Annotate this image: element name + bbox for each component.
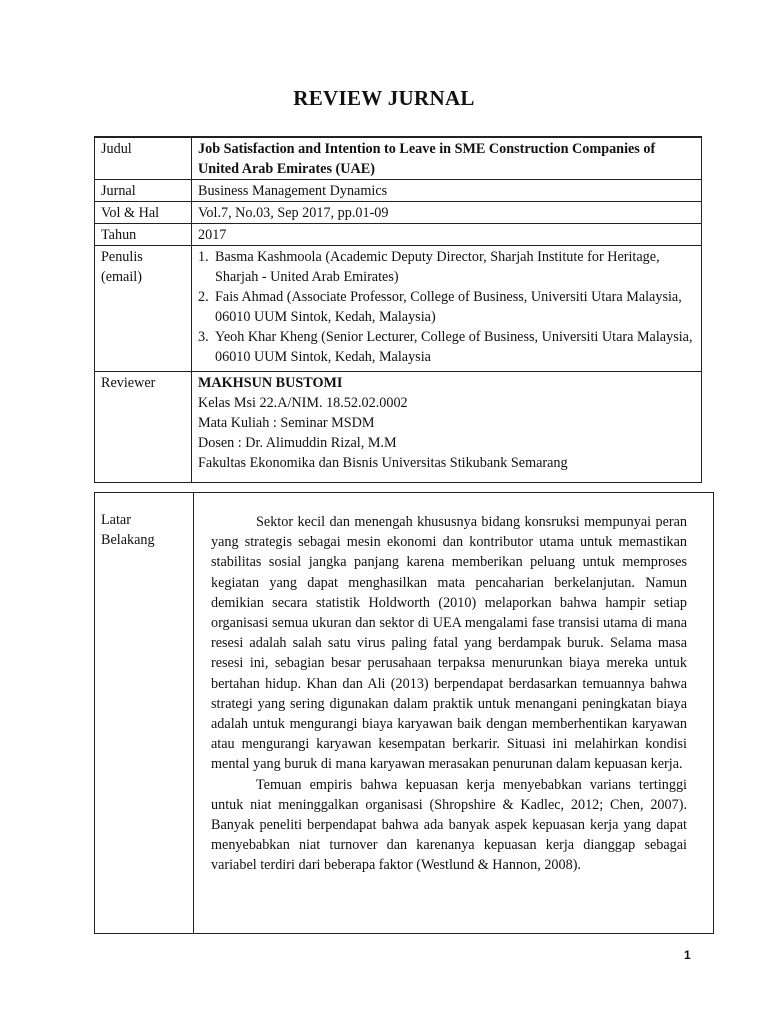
judul-label: Judul [95,137,192,180]
author-item [198,247,695,287]
reviewer-dosen: Dosen : Dr. Alimuddin Rizal, M.M [198,435,397,451]
row-volhal [95,202,702,224]
reviewer-cell [192,372,702,483]
author-number: 2. [198,289,209,305]
author-text: Yeoh Khar Kheng (Senior Lecturer, College of Business, Universiti Utara Malaysia, 06010 UUM Sintok, Kedah, Malaysia [215,329,693,365]
tahun-label: Tahun [95,224,192,246]
row-tahun [95,224,702,246]
row-penulis [95,246,702,372]
penulis-label [95,246,192,372]
jurnal-label: Jurnal [95,180,192,202]
section-label-line1: Latar [101,512,131,528]
page-number: 1 [684,948,691,962]
journal-info-table [94,136,702,483]
authors-cell [192,246,702,372]
author-item [198,287,695,327]
section-body [211,512,687,876]
reviewer-name: MAKHSUN BUSTOMI [198,375,343,391]
row-reviewer [95,372,702,483]
reviewer-matkul: Mata Kuliah : Seminar MSDM [198,415,375,431]
judul-value: Job Satisfaction and Intention to Leave in SME Construction Companies of United Arab Emirates (UAE) [192,137,702,180]
volhal-label: Vol & Hal [95,202,192,224]
row-jurnal [95,180,702,202]
column-divider [193,493,194,933]
row-judul [95,137,702,180]
author-text: Fais Ahmad (Associate Professor, College of Business, Universiti Utara Malaysia, 06010 UUM Sintok, Kedah, Malaysia) [215,289,682,325]
reviewer-kelas: Kelas Msi 22.A/NIM. 18.52.02.0002 [198,395,408,411]
penulis-label-line2: (email) [101,269,142,285]
author-number: 1. [198,249,209,265]
reviewer-label: Reviewer [95,372,192,483]
tahun-value: 2017 [192,224,702,246]
penulis-label-line1: Penulis [101,249,143,265]
paragraph: Temuan empiris bahwa kepuasan kerja menyebabkan varians tertinggi untuk niat meninggalkan organisasi (Shropshire & Kadlec, 2012; Chen, 2007). Banyak peneliti berpendapat bahwa ada banyak aspek kepuasan kerja yang dapat menyebabkan niat turnover dan karenanya kepuasan kerja dianggap sebagai variabel terdiri dari beberapa faktor (Westlund & Hannon, 2008). [211,776,687,874]
page-title: REVIEW JURNAL [293,86,475,110]
latar-belakang-box [94,492,714,934]
author-text: Basma Kashmoola (Academic Deputy Director, Sharjah Institute for Heritage, Sharjah - United Arab Emirates) [215,249,660,285]
author-number: 3. [198,329,209,345]
volhal-value: Vol.7, No.03, Sep 2017, pp.01-09 [192,202,702,224]
jurnal-value: Business Management Dynamics [192,180,702,202]
authors-list [198,247,695,371]
section-label-line2: Belakang [101,532,155,548]
section-label [101,510,186,550]
paragraph: Sektor kecil dan menengah khususnya bidang konsruksi mempunyai peran yang strategis sebagai mesin ekonomi dan kontributor utama untuk memastikan stabilitas sosial jangka panjang karena memberikan peluang untuk memproses kegiatan yang dapat menghasilkan mata pencaharian berkelanjutan. Namun demikian secara statistik Holdworth (2010) melaporkan bahwa hampir setiap organisasi semua ukuran dan sektor di UEA mengalami fase transisi utama di mana resesi adalah salah satu virus paling fatal yang berdampak buruk. Selama masa resesi ini, sebagian besar perusahaan terpaksa menurunkan biaya mereka untuk bertahan hidup. Khan dan Ali (2013) berpendapat berdasarkan temuannya bahwa strategi yang sering digunakan dalam praktik untuk menangani peningkatan biaya adalah untuk mengurangi biaya karyawan baik dengan memberhentikan karyawan atau mengurangi karyawan kesempatan berkarir. Situasi ini melahirkan kondisi mental yang buruk di mana karyawan merasakan penurunan dalam kepuasan kerja. [211,514,687,773]
reviewer-fakultas: Fakultas Ekonomika dan Bisnis Universitas Stikubank Semarang [198,455,568,471]
author-item [198,327,695,367]
